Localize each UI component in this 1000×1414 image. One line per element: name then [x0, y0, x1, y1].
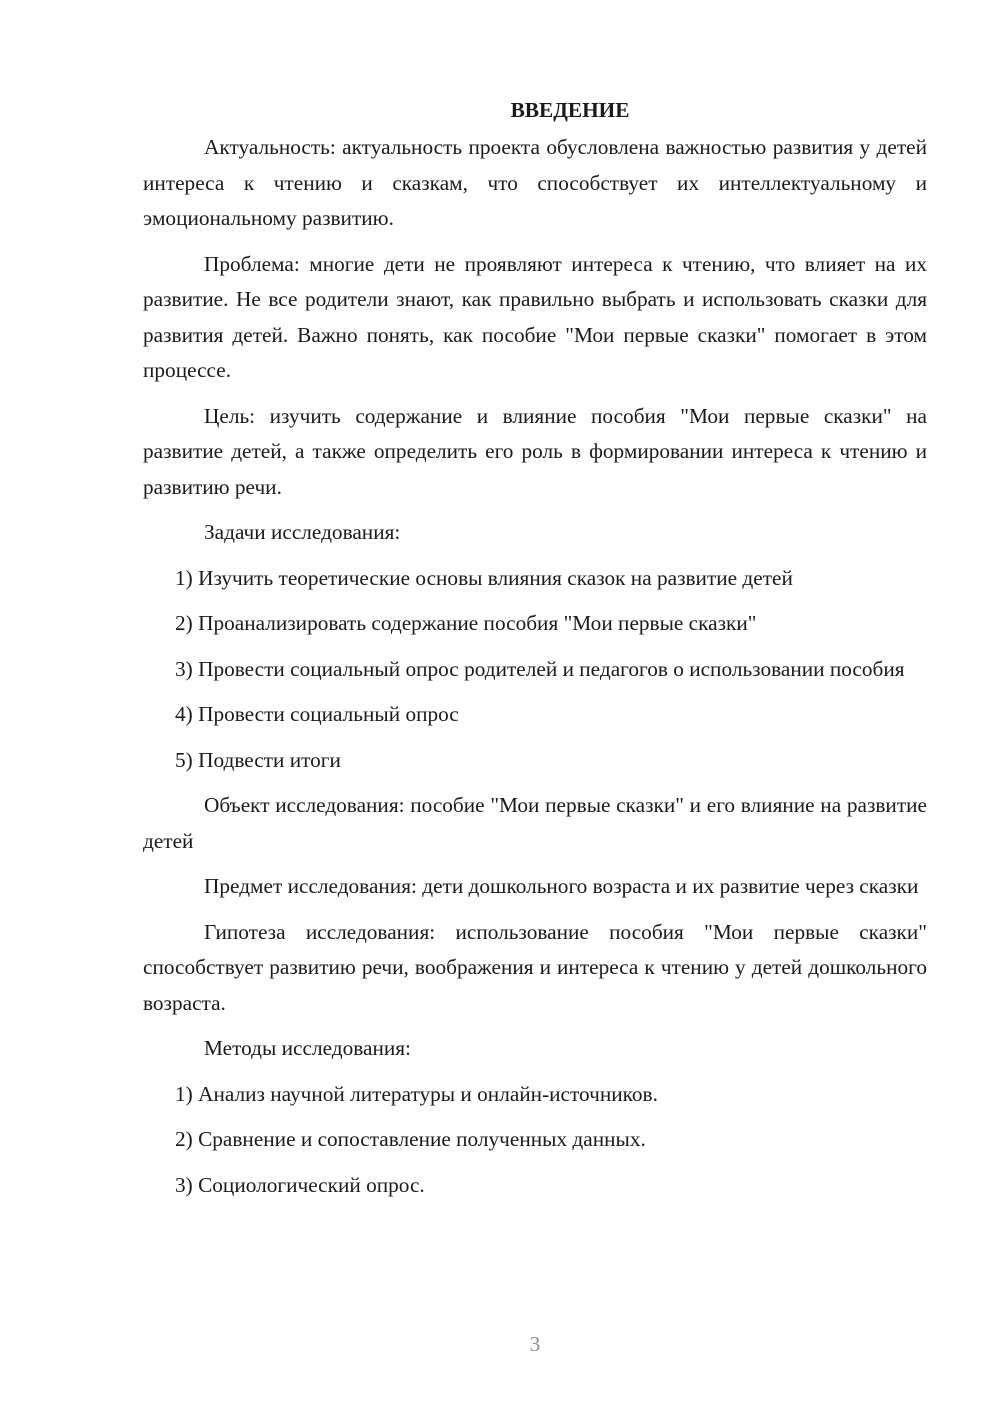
method-item: 2) Сравнение и сопоставление полученных данных.: [175, 1127, 646, 1151]
object-paragraph: Объект исследования: пособие "Мои первые сказки" и его влияние на развитие детей: [143, 793, 927, 853]
subject-paragraph: Предмет исследования: дети дошкольного возраста и их развитие через сказки: [204, 874, 919, 898]
page-title: ВВЕДЕНИЕ: [510, 98, 630, 122]
task-item: 5) Подвести итоги: [175, 747, 341, 772]
page-number: 3: [529, 1332, 541, 1356]
method-item: 3) Социологический опрос.: [175, 1172, 425, 1197]
task-item: 1) Изучить теоретические основы влияния сказок на развитие детей: [175, 565, 793, 590]
task-item: 3) Провести социальный опрос родителей и педагогов о использовании пособия: [175, 656, 905, 681]
relevance-paragraph: Актуальность: актуальность проекта обусловлена важностью развития у детей интереса к чтению и сказкам, что способствует их интеллектуальному и эмоциональному развитию.: [143, 135, 927, 230]
task-item: 4) Провести социальный опрос: [175, 702, 459, 726]
document-page: [143, 93, 927, 1203]
methods-heading: Методы исследования:: [204, 1036, 411, 1060]
task-item: 2) Проанализировать содержание пособия "Мои первые сказки": [175, 611, 757, 635]
goal-paragraph: Цель: изучить содержание и влияние пособия "Мои первые сказки" на развитие детей, а также определить его роль в формировании интереса к чтению и развитию речи.: [143, 403, 927, 499]
problem-paragraph: Проблема: многие дети не проявляют интереса к чтению, что влияет на их развитие. Не все родители знают, как правильно выбрать и использовать сказки для развития детей. Важно понять, как пособие "Мои первые сказки" помогает в этом процессе.: [143, 251, 927, 382]
method-item: 1) Анализ научной литературы и онлайн-источников.: [175, 1081, 658, 1106]
hypothesis-paragraph: Гипотеза исследования: использование пособия "Мои первые сказки" способствует развитию речи, воображения и интереса к чтению у детей дошкольного возраста.: [143, 919, 927, 1015]
tasks-heading: Задачи исследования:: [204, 520, 401, 544]
